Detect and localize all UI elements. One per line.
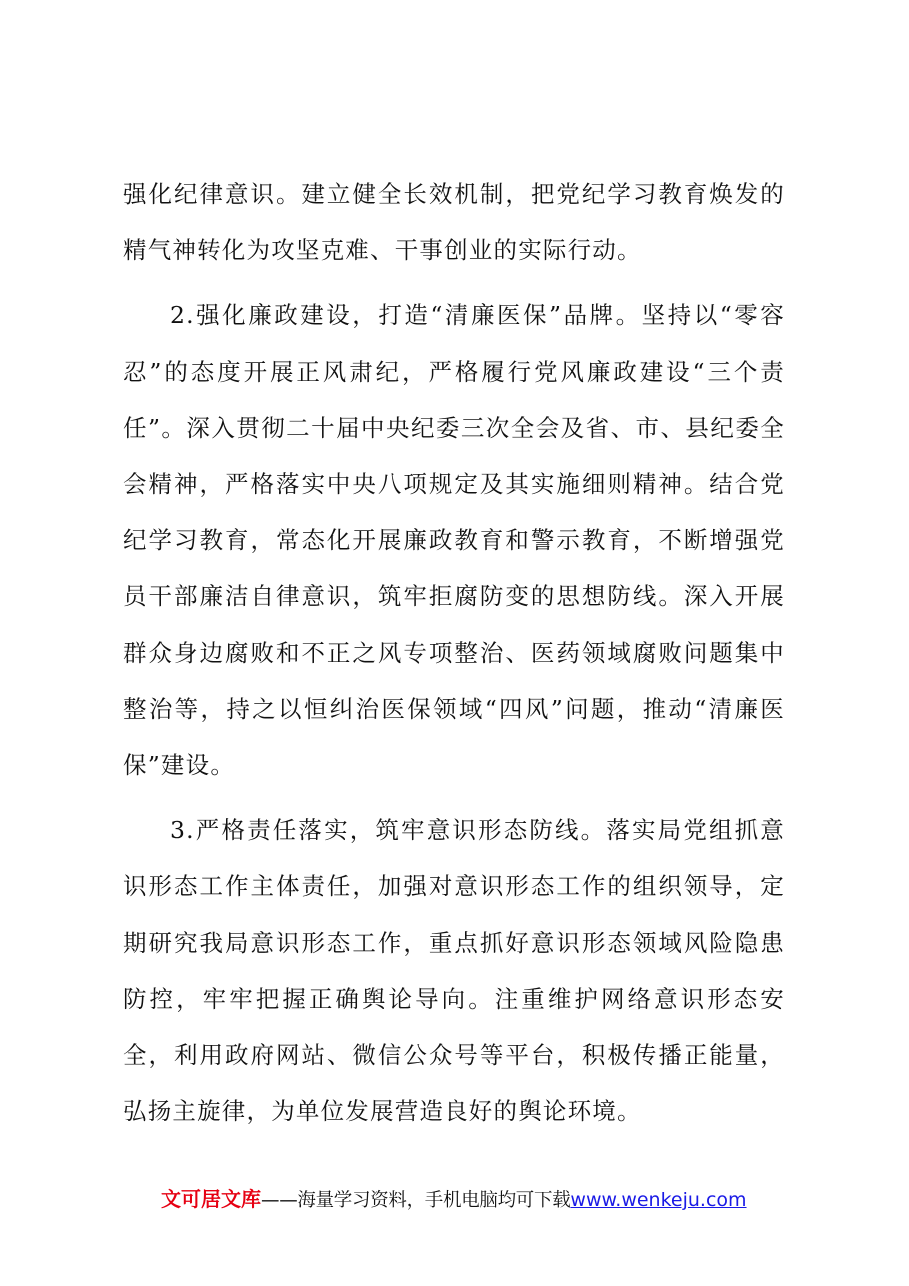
paragraph-point-3: 3.严格责任落实，筑牢意识形态防线。落实局党组抓意识形态工作主体责任，加强对意识形态工作的组织领导，定期研究我局意识形态工作，重点抓好意识形态领域风险隐患防控，牢牢把握正确舆论导向。注重维护网络意识形态安全，利用政府网站、微信公众号等平台，积极传播正能量，弘扬主旋律，为单位发展营造良好的舆论环境。 (123, 816, 785, 1126)
paragraph-point-2: 2.强化廉政建设，打造“清廉医保”品牌。坚持以“零容忍”的态度开展正风肃纪，严格履行党风廉政建设“三个责任”。深入贯彻二十届中央纪委三次全会及省、市、县纪委全会精神，严格落实中央八项规定及其实施细则精神。结合党纪学习教育，常态化开展廉政教育和警示教育，不断增强党员干部廉洁自律意识，筑牢拒腐防变的思想防线。深入开展群众身边腐败和不正之风专项整治、医药领域腐败问题集中整治等，持之以恒纠治医保领域“四风”问题，推动“清廉医保”建设。 (123, 301, 785, 780)
footer-site-link[interactable]: www.wenkeju.com (570, 1189, 747, 1211)
footer-brand: 文可居文库 (161, 1187, 261, 1211)
footer-banner (161, 1184, 781, 1214)
document-body (123, 166, 785, 1139)
paragraph-continuation: 强化纪律意识。建立健全长效机制，把党纪学习教育焕发的精气神转化为攻坚克难、干事创业的实际行动。 (123, 180, 785, 265)
footer-tagline: ——海量学习资料，手机电脑均可下载 (261, 1190, 571, 1211)
